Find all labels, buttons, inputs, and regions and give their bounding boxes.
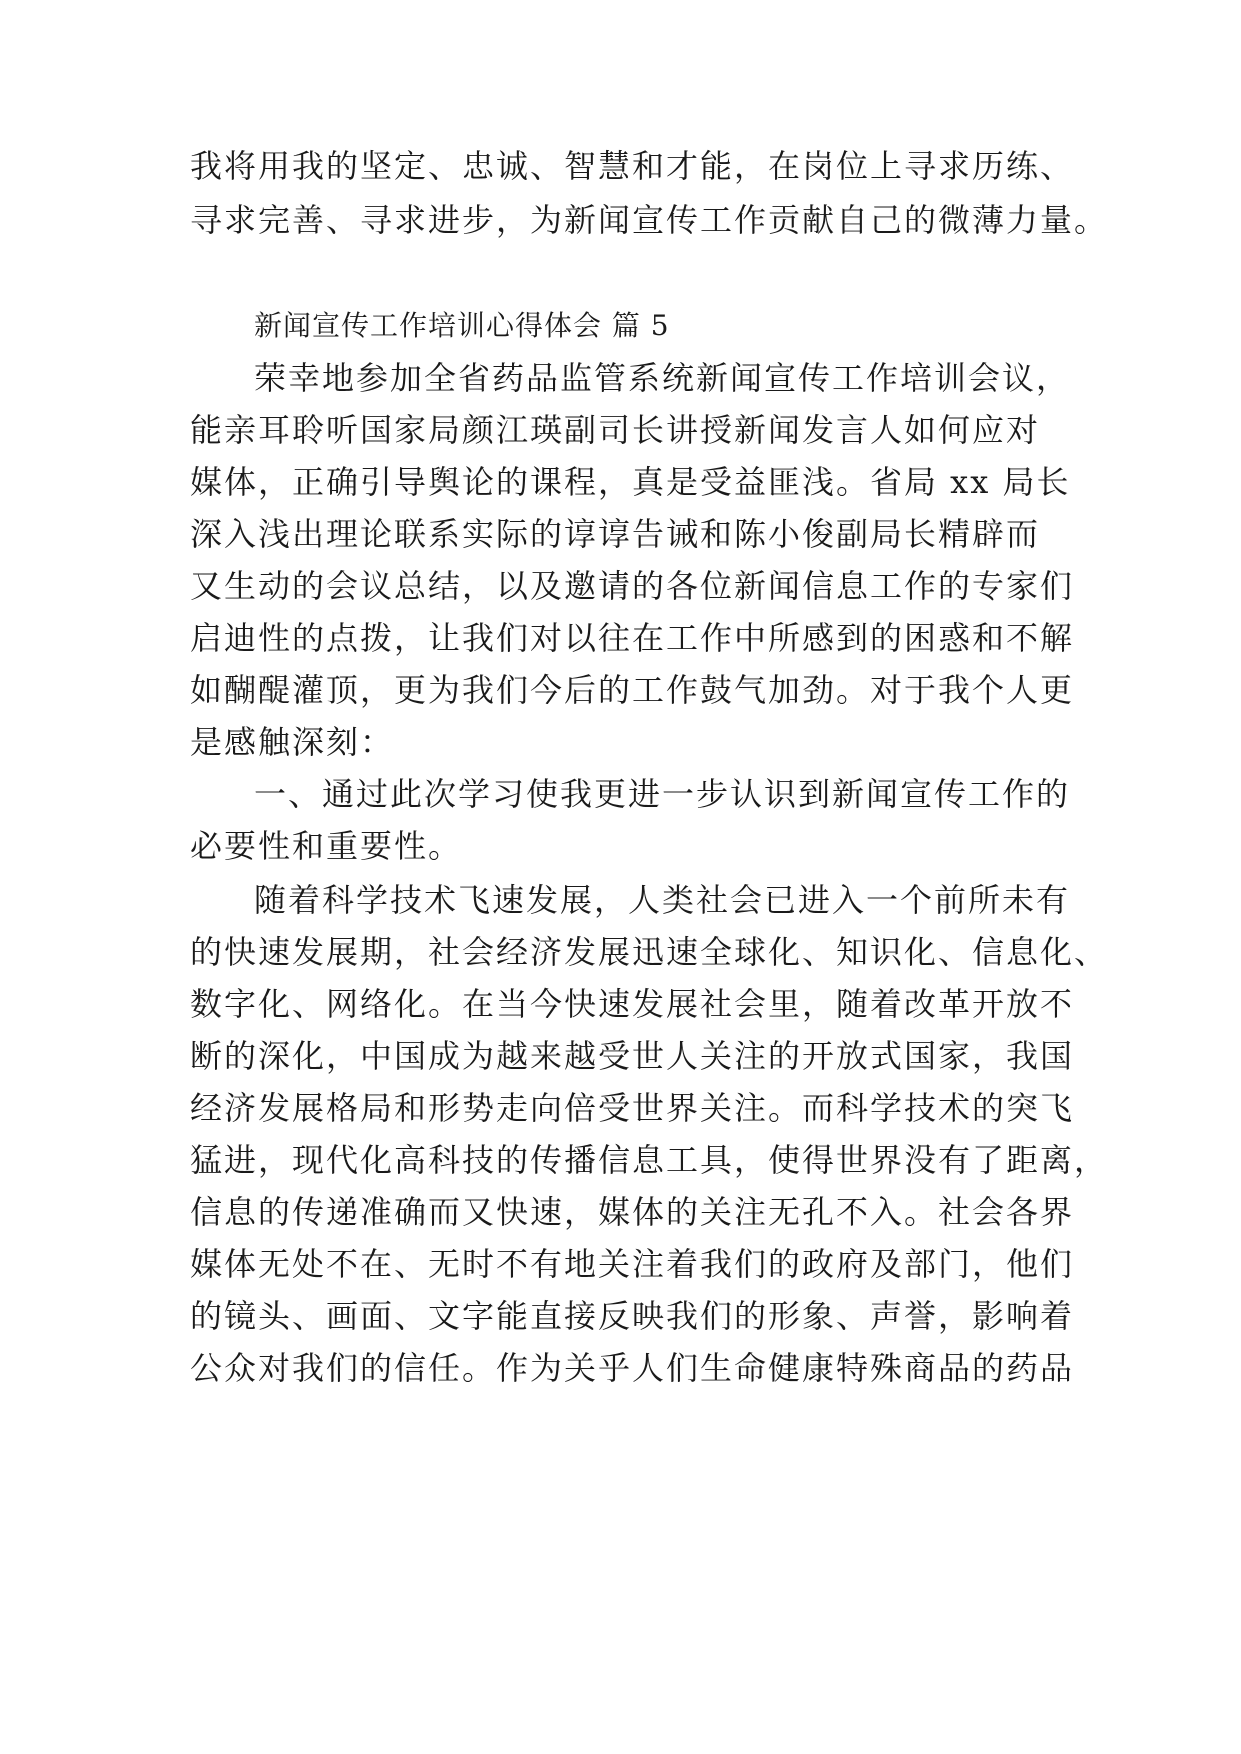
text-line: 荣幸地参加全省药品监管系统新闻宣传工作培训会议， bbox=[254, 359, 1071, 397]
text-line: 一、通过此次学习使我更进一步认识到新闻宣传工作的 bbox=[254, 775, 1071, 813]
text-line: 又生动的会议总结，以及邀请的各位新闻信息工作的专家们 bbox=[190, 567, 1075, 605]
text-line: 如醐醍灌顶，更为我们今后的工作鼓气加劲。对于我个人更 bbox=[190, 671, 1075, 709]
text-line: 数字化、网络化。在当今快速发展社会里，随着改革开放不 bbox=[190, 985, 1075, 1023]
text-line: 断的深化，中国成为越来越受世人关注的开放式国家，我国 bbox=[190, 1037, 1075, 1075]
text-line: 媒体，正确引导舆论的课程，真是受益匪浅。省局 xx 局长 bbox=[190, 463, 1071, 501]
text-line: 我将用我的坚定、忠诚、智慧和才能，在岗位上寻求历练、 bbox=[190, 147, 1075, 185]
text-line: 随着科学技术飞速发展，人类社会已进入一个前所未有 bbox=[254, 881, 1071, 919]
text-line: 启迪性的点拨，让我们对以往在工作中所感到的困惑和不解 bbox=[190, 619, 1075, 657]
text-line: 能亲耳聆听国家局颜江瑛副司长讲授新闻发言人如何应对 bbox=[190, 411, 1041, 449]
text-line: 深入浅出理论联系实际的谆谆告诫和陈小俊副局长精辟而 bbox=[190, 515, 1041, 553]
section-heading: 新闻宣传工作培训心得体会 篇 5 bbox=[254, 309, 670, 342]
text-line: 是感触深刻： bbox=[190, 723, 395, 761]
text-line: 经济发展格局和形势走向倍受世界关注。而科学技术的突飞 bbox=[190, 1089, 1075, 1127]
text-line: 的镜头、画面、文字能直接反映我们的形象、声誉，影响着 bbox=[190, 1297, 1075, 1335]
text-line: 信息的传递准确而又快速，媒体的关注无孔不入。社会各界 bbox=[190, 1193, 1075, 1231]
text-line: 公众对我们的信任。作为关乎人们生命健康特殊商品的药品 bbox=[190, 1349, 1075, 1387]
text-line: 的快速发展期，社会经济发展迅速全球化、知识化、信息化、 bbox=[190, 933, 1109, 971]
text-line: 必要性和重要性。 bbox=[190, 827, 463, 865]
text-line: 猛进，现代化高科技的传播信息工具，使得世界没有了距离， bbox=[190, 1141, 1109, 1179]
text-line: 媒体无处不在、无时不有地关注着我们的政府及部门，他们 bbox=[190, 1245, 1075, 1283]
text-line: 寻求完善、寻求进步，为新闻宣传工作贡献自己的微薄力量。 bbox=[190, 201, 1109, 239]
